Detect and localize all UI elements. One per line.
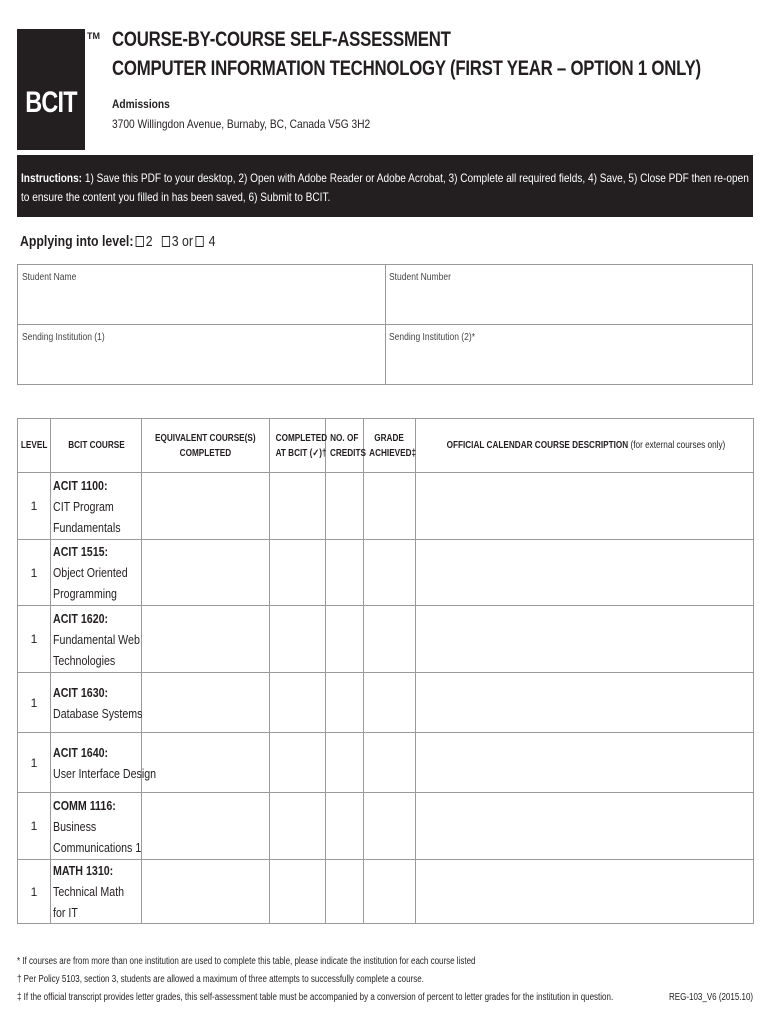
course-name-line: Fundamental Web: [53, 631, 140, 647]
equivalent-course-cell[interactable]: [142, 860, 270, 924]
row-level: 1: [18, 473, 51, 540]
row-bcit-course: [51, 673, 142, 733]
course-description-cell[interactable]: [416, 733, 754, 793]
course-name-line: Object Oriented: [53, 565, 128, 580]
grade-cell[interactable]: [364, 733, 416, 793]
level-3-checkbox[interactable]: [162, 236, 170, 247]
page-subtitle: COMPUTER INFORMATION TECHNOLOGY (FIRST YEAR – OPTION 1 ONLY): [112, 57, 701, 80]
completed-at-bcit-cell[interactable]: [270, 673, 326, 733]
course-description-cell[interactable]: [416, 473, 754, 540]
table-row: [18, 473, 754, 540]
grade-cell[interactable]: [364, 606, 416, 673]
student-name-field[interactable]: Student Name: [22, 272, 77, 283]
level-4-checkbox[interactable]: [195, 236, 203, 247]
or-text: or: [181, 233, 193, 250]
course-code: ACIT 1515:: [53, 544, 109, 559]
equivalent-course-cell[interactable]: [142, 673, 270, 733]
header-credits: NO. OF CREDITS: [326, 419, 364, 473]
completed-at-bcit-cell[interactable]: [270, 606, 326, 673]
applying-level-row: [20, 233, 215, 250]
grade-cell[interactable]: [364, 793, 416, 860]
row-bcit-course: [51, 606, 142, 673]
course-name-line: Business: [53, 818, 97, 834]
address-text: 3700 Willingdon Avenue, Burnaby, BC, Canada V5G 3H2: [112, 117, 371, 131]
completed-at-bcit-cell[interactable]: [270, 540, 326, 606]
course-code: MATH 1310:: [53, 863, 114, 878]
course-description-cell[interactable]: [416, 540, 754, 606]
table-row: [18, 860, 754, 924]
table-header-row: [18, 419, 754, 473]
completed-at-bcit-cell[interactable]: [270, 473, 326, 540]
footnote-dagger: † Per Policy 5103, section 3, students are allowed a maximum of three attempts to successfully complete a course.: [17, 974, 424, 985]
equivalent-course-cell[interactable]: [142, 540, 270, 606]
row-bcit-course: [51, 540, 142, 606]
course-name-line: Technologies: [53, 652, 116, 668]
row-bcit-course: [51, 860, 142, 924]
completed-at-bcit-cell[interactable]: [270, 860, 326, 924]
page-title: COURSE-BY-COURSE SELF-ASSESSMENT: [112, 28, 451, 51]
course-name-line: for IT: [53, 905, 78, 920]
row-level: 1: [18, 540, 51, 606]
course-code: ACIT 1100:: [53, 477, 108, 493]
completed-at-bcit-cell[interactable]: [270, 793, 326, 860]
sending-institution-1-field[interactable]: Sending Institution (1): [22, 332, 105, 343]
header-course-description: OFFICIAL CALENDAR COURSE DESCRIPTION (for external courses only): [416, 419, 754, 473]
grade-cell[interactable]: [364, 540, 416, 606]
table-row: [18, 606, 754, 673]
course-name-line: User Interface Design: [53, 765, 157, 781]
header-level: LEVEL: [18, 419, 51, 473]
info-divider-horizontal: [18, 324, 752, 325]
grade-cell[interactable]: [364, 673, 416, 733]
row-level: 1: [18, 673, 51, 733]
row-bcit-course: [51, 473, 142, 540]
student-number-field[interactable]: Student Number: [389, 272, 451, 283]
applying-level-label: Applying into level:: [20, 233, 134, 250]
header-completed-at-bcit: COMPLETED AT BCIT (✓)†: [270, 419, 326, 473]
level-3-option: 3: [171, 233, 179, 250]
credits-cell[interactable]: [326, 540, 364, 606]
course-code: ACIT 1620:: [53, 610, 109, 626]
grade-cell[interactable]: [364, 860, 416, 924]
equivalent-course-cell[interactable]: [142, 733, 270, 793]
instructions-text: 1) Save this PDF to your desktop, 2) Open with Adobe Reader or Adobe Acrobat, 3) Complete all required fields, 4) Save, 5) Close PDF then re-open to ensure the content you filled in has been saved, 6) Submit to BCIT.: [21, 171, 749, 204]
header-bcit-course: BCIT COURSE: [51, 419, 142, 473]
department-label: Admissions: [112, 97, 170, 111]
row-level: 1: [18, 733, 51, 793]
grade-cell[interactable]: [364, 473, 416, 540]
credits-cell[interactable]: [326, 473, 364, 540]
course-description-cell[interactable]: [416, 606, 754, 673]
footnote-asterisk: * If courses are from more than one institution are used to complete this table, please indicate the institution for each course listed: [17, 956, 476, 967]
equivalent-course-cell[interactable]: [142, 606, 270, 673]
row-level: 1: [18, 606, 51, 673]
completed-at-bcit-cell[interactable]: [270, 733, 326, 793]
course-code: COMM 1116:: [53, 797, 116, 813]
table-row: [18, 673, 754, 733]
table-row: [18, 733, 754, 793]
course-name-line: Programming: [53, 586, 117, 601]
row-bcit-course: [51, 793, 142, 860]
row-level: 1: [18, 793, 51, 860]
course-name-line: CIT Program: [53, 498, 114, 514]
header-grade: GRADE ACHIEVED‡: [364, 419, 416, 473]
student-info-box: [17, 264, 753, 385]
course-code: ACIT 1630:: [53, 684, 109, 700]
course-description-cell[interactable]: [416, 673, 754, 733]
table-row: [18, 793, 754, 860]
instructions-label: Instructions:: [21, 171, 83, 185]
course-name-line: Technical Math: [53, 884, 125, 899]
credits-cell[interactable]: [326, 793, 364, 860]
credits-cell[interactable]: [326, 733, 364, 793]
course-name-line: Fundamentals: [53, 519, 121, 535]
logo-text: BCIT: [25, 86, 77, 119]
table-row: [18, 540, 754, 606]
credits-cell[interactable]: [326, 606, 364, 673]
credits-cell[interactable]: [326, 673, 364, 733]
level-2-option: 2: [145, 233, 153, 250]
trademark-mark: TM: [87, 31, 100, 41]
instructions-banner: [17, 155, 753, 217]
equivalent-course-cell[interactable]: [142, 473, 270, 540]
bcit-logo: [17, 29, 85, 150]
row-bcit-course: [51, 733, 157, 793]
footnotes: [17, 953, 753, 1007]
equivalent-course-cell[interactable]: [142, 793, 270, 860]
header-equivalent-course: EQUIVALENT COURSE(S) COMPLETED: [142, 419, 270, 473]
form-number: REG-103_V6 (2015.10): [668, 992, 753, 1003]
sending-institution-2-field[interactable]: Sending Institution (2)*: [389, 332, 475, 343]
course-assessment-table: [17, 418, 754, 924]
course-description-cell[interactable]: [416, 793, 754, 860]
level-4-option: 4: [208, 233, 216, 250]
footnote-double-dagger: ‡ If the official transcript provides letter grades, this self-assessment table must be accompanied by a conversion of percent to letter grades for the institution in question.: [17, 992, 614, 1003]
course-description-cell[interactable]: [416, 860, 754, 924]
level-2-checkbox[interactable]: [136, 236, 144, 247]
course-name-line: Communications 1: [53, 839, 142, 855]
row-level: 1: [18, 860, 51, 924]
course-code: ACIT 1640:: [53, 744, 109, 760]
course-name-line: Database Systems: [53, 705, 143, 721]
credits-cell[interactable]: [326, 860, 364, 924]
